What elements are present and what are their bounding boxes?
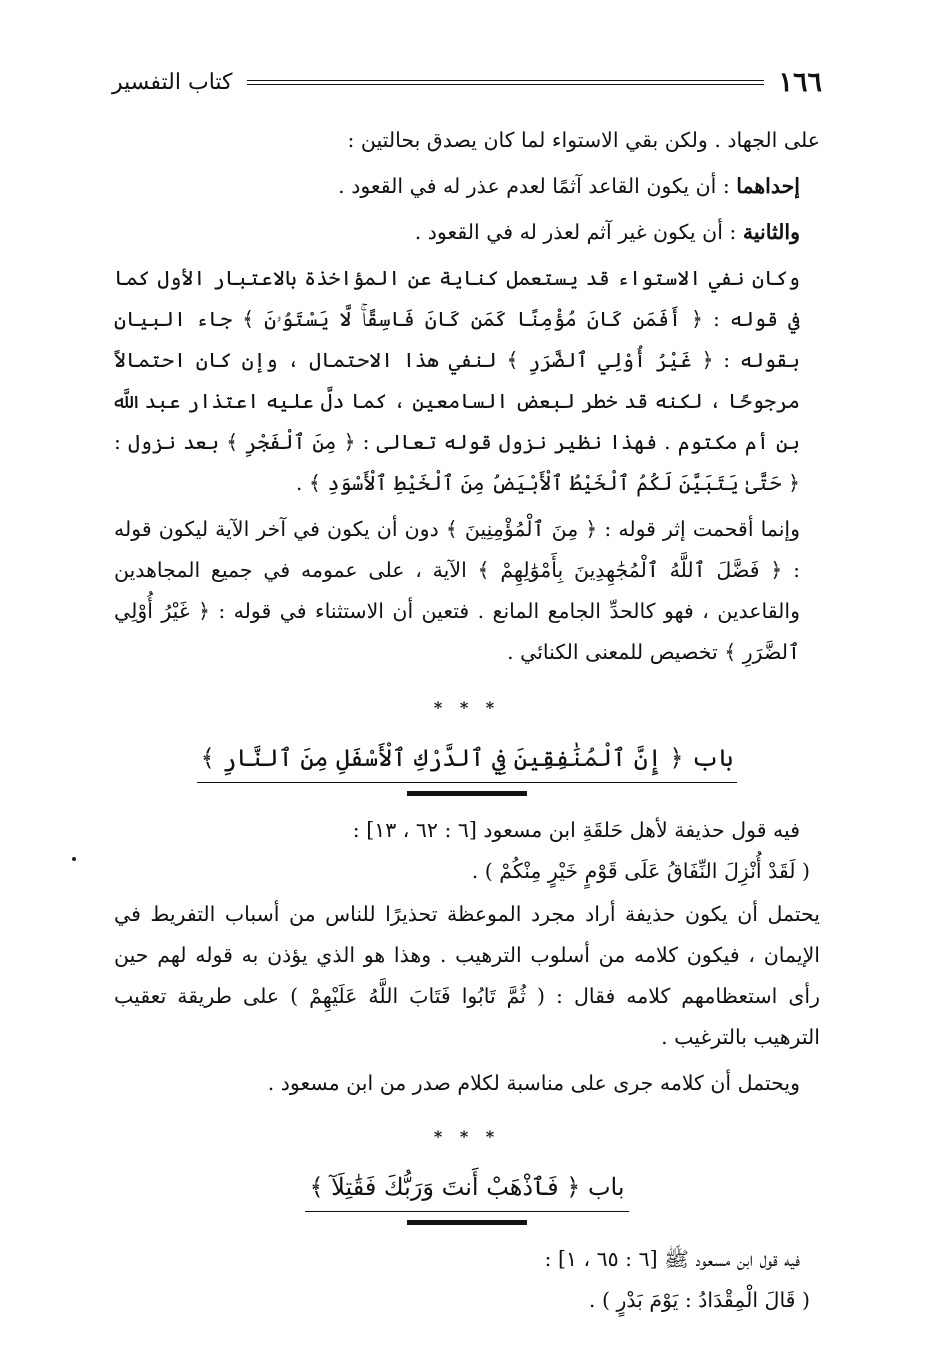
section-1-paragraph-2: ويحتمل أن كلامه جرى على مناسبة لكلام صدر من ابن مسعود . <box>267 1071 800 1095</box>
page-number: ١٦٦ <box>778 66 822 98</box>
section-1-title: باب ﴿ إِنَّ ٱلْمُنَٰفِقِينَ فِي ٱلدَّرْكِ ٱلْأَسْفَلِ مِنَ ٱلنَّارِ ﴾ <box>197 736 738 783</box>
section-separator-2: * * * <box>433 1127 501 1146</box>
paragraph-3-label: والثانية <box>742 220 800 244</box>
section-2-quote: ( قَالَ الْمِقْدَادُ : يَوْمَ بَدْرٍ ) . <box>588 1288 810 1312</box>
section-1-title-bar <box>407 791 527 796</box>
book-title: كتاب التفسير <box>112 69 233 95</box>
section-1-heading <box>114 736 820 796</box>
section-2-title-bar <box>407 1220 527 1225</box>
paragraph-2 <box>114 166 820 207</box>
section-2-heading <box>114 1165 820 1225</box>
page-body <box>114 120 820 1321</box>
paragraph-2-text: : أن يكون القاعد آثمًا لعدم عذر له في القعود . <box>338 174 737 198</box>
section-1-paragraph-1: يحتمل أن يكون حذيفة أراد مجرد الموعظة تحذيرًا للناس من أسباب التفريط في الإيمان ، فيكون كلامه من أسلوب الترهيب . وهذا هو الذي يؤذن به قوله لهم حين رأى استعظامهم كلامه فقال : ( ثُمَّ تَابُوا فَتَابَ اللَّهُ عَلَيْهِمْ ) على طريقة تعقيب الترهيب بالترغيب . <box>114 902 820 1049</box>
paragraph-1: على الجهاد . ولكن بقي الاستواء لما كان يصدق بحالتين : <box>347 128 820 152</box>
page-header <box>112 62 822 102</box>
paragraph-3 <box>114 212 820 253</box>
paragraph-3-text: : أن يكون غير آثم لعذر له في القعود . <box>414 220 743 244</box>
section-separator-1: * * * <box>433 698 501 717</box>
paragraph-2-label: إحداهما <box>736 174 800 198</box>
section-1-intro: فيه قول حذيفة لأهل حَلقَةِ ابن مسعود [٦ : ٦٢ ، ١٣] : <box>352 818 800 842</box>
section-2-title: باب ﴿ فَٱذْهَبْ أَنتَ وَرَبُّكَ فَقَٰتِلَآ ﴾ <box>305 1165 628 1212</box>
section-2-intro: فيه قول ابن مسعود ﷺ [٦ : ٦٥ ، ١] : <box>544 1247 800 1271</box>
header-double-rule <box>247 80 765 81</box>
paragraph-4: وكان نفي الاستواء قد يستعمل كناية عن المؤاخذة بالاعتبار الأول كما في قوله : ﴿ أَفَمَن كَانَ مُؤْمِنًا كَمَن كَانَ فَاسِقًاۚ لَّا يَسْتَوُۥنَ ﴾ جاء البيان بقوله : ﴿ غَيْرُ أُوْلِي ٱلضَّرَرِ ﴾ لنفي هذا الاحتمال ، وإن كان احتمالاً مرجوحًا ، لكنه قد خطر لبعض السامعين ، كما دلَّ عليه اعتذار عبد اللَّه بن أم مكتوم . فهذا نظير نزول قوله تعالى : ﴿ مِنَ ٱلْفَجْرِ ﴾ بعد نزول : ﴿ حَتَّىٰ يَتَبَيَّنَ لَكُمُ ٱلْخَيْطُ ٱلْأَبْيَضُ مِنَ ٱلْخَيْطِ ٱلْأَسْوَدِ ﴾ . <box>114 266 800 495</box>
margin-speck <box>72 857 76 861</box>
section-1-quote: ( لَقَدْ أُنْزِلَ النِّفَاقُ عَلَى قَوْمٍ خَيْرٍ مِنْكُمْ ) . <box>471 859 810 883</box>
paragraph-5: وإنما أقحمت إثر قوله : ﴿ مِنَ ٱلْمُؤْمِنِينَ ﴾ دون أن يكون في آخر الآية ليكون قوله : ﴿ فَضَّلَ ٱللَّهُ ٱلْمُجَٰهِدِينَ بِأَمْوَٰلِهِمْ ﴾ الآية ، على عمومه في جميع المجاهدين والقاعدين ، فهو كالحدِّ الجامع المانع . فتعين أن الاستثناء في قوله : ﴿ غَيْرُ أُوْلِي ٱلضَّرَرِ ﴾ تخصيص للمعنى الكنائي . <box>114 517 800 664</box>
